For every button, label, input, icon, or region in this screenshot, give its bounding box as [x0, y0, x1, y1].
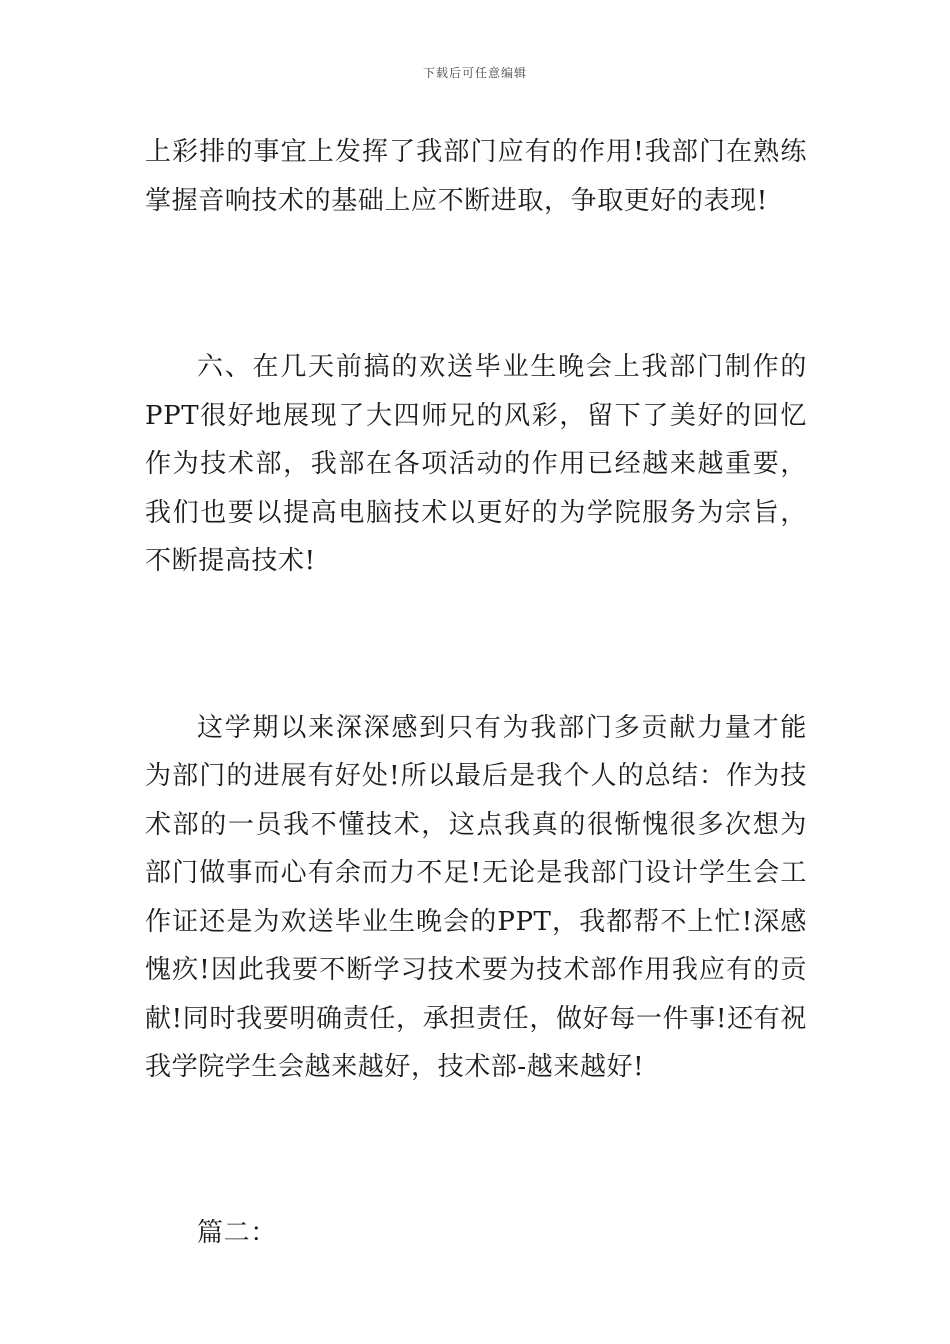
paragraph-item-six: 六、在几天前搞的欢送毕业生晚会上我部门制作的PPT很好地展现了大四师兄的风彩，留下了美好的回忆作为技术部，我部在各项活动的作用已经越来越重要，我们也要以提高电脑技术以更好的为学院服务为宗旨，不断提高技术!	[145, 352, 807, 576]
section-heading-part-two: 篇二：	[197, 1217, 277, 1248]
paragraph-continuation: 上彩排的事宜上发挥了我部门应有的作用!我部门在熟练掌握音响技术的基础上应不断进取，争取更好的表现!	[145, 137, 807, 216]
document-body	[145, 128, 807, 1257]
page-header-note: 下载后可任意编辑	[422, 66, 527, 80]
paragraph-personal-summary: 这学期以来深深感到只有为我部门多贡献力量才能为部门的进展有好处!所以最后是我个人的总结：作为技术部的一员我不懂技术，这点我真的很惭愧很多次想为部门做事而心有余而力不足!无论是我部门设计学生会工作证还是为欢送毕业生晚会的PPT，我都帮不上忙!深感愧疚!因此我要不断学习技术要为技术部作用我应有的贡献!同时我要明确责任，承担责任，做好每一件事!还有祝我学院学生会越来越好，技术部-越来越好!	[145, 712, 807, 1082]
